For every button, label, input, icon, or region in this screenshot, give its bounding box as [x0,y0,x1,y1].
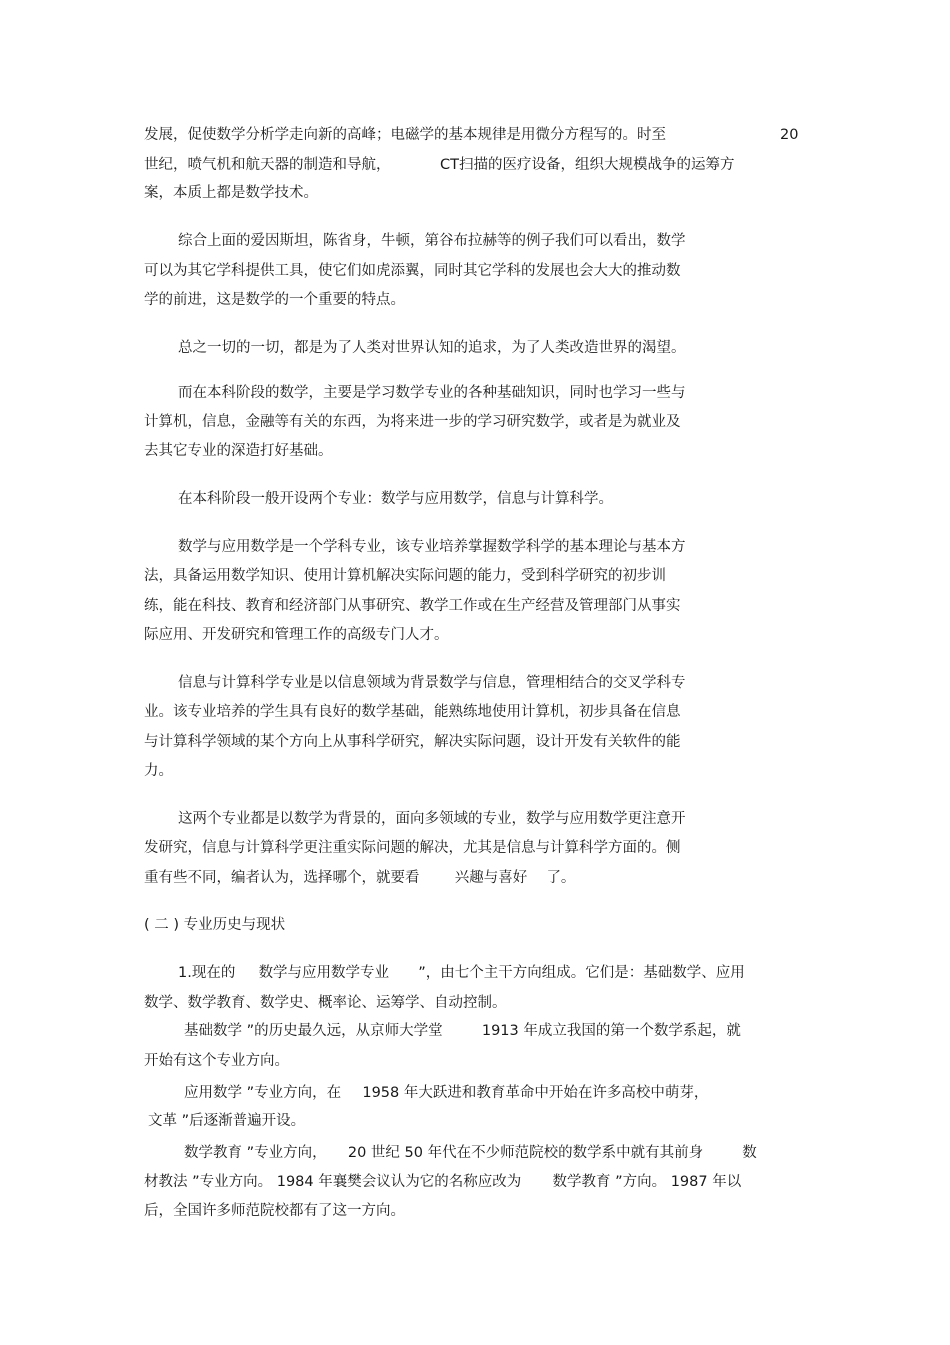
text-line [178,231,804,251]
text-segment: 总之一切的一切，都是为了人类对世界认知的追求，为了人类改造世界的渴望。 [178,340,686,356]
text-segment: 1913 年成立我国的第一个数学系起，就 [481,1023,741,1039]
text-line [144,732,804,752]
text-segment: 业。该专业培养的学生具有良好的数学基础，能熟练地使用计算机，初步具备在信息 [144,704,681,720]
text-segment: CT扫描的医疗设备，组织大规模战争的运筹方 [440,157,735,173]
text-segment: 力。 [144,763,173,779]
text-segment: 计算机，信息，金融等有关的东西，为将来进一步的学习研究数学，或者是为就业及 [144,414,681,430]
text-segment: ( 二 ) 专业历史与现状 [144,917,286,933]
text-line [178,963,804,983]
text-segment: 20 世纪 50 年代在不少师范院校的数学系中就有其前身 [347,1145,704,1161]
text-line [144,993,804,1013]
text-segment: 材教法 ”专业方向。 1984 年襄樊会议认为它的名称应改为 [144,1174,522,1190]
text-segment: 文革 ”后逐渐普遍开设。 [148,1113,306,1129]
text-line [184,1021,804,1041]
text-line [144,261,804,281]
text-segment: 1958 年大跃进和教育革命中开始在许多高校中萌芽， [362,1085,709,1101]
text-segment: 这两个专业都是以数学为背景的，面向多领域的专业，数学与应用数学更注意开 [178,811,686,827]
text-segment: 20 [780,127,799,143]
text-line [178,809,804,829]
text-line [144,290,804,310]
text-line [148,1111,808,1131]
text-line [144,441,804,461]
text-segment: ”，由七个主干方向组成。它们是：基础数学、应用 [418,965,745,981]
text-line [780,125,810,145]
text-segment: 数学教育 ”方向。 1987 年以 [552,1174,742,1190]
text-segment: 信息与计算科学专业是以信息领域为背景数学与信息，管理相结合的交叉学科专 [178,675,686,691]
text-segment: 与计算科学领域的某个方向上从事科学研究，解决实际问题，设计开发有关软件的能 [144,734,681,750]
text-segment: 学的前进，这是数学的一个重要的特点。 [144,292,405,308]
text-segment: 数学教育 ”专业方向， [184,1145,327,1161]
text-segment: 数学与应用数学专业 [258,965,390,981]
text-line [144,761,804,781]
text-segment: 际应用、开发研究和管理工作的高级专门人才。 [144,627,449,643]
text-line [178,489,804,509]
text-segment: 去其它专业的深造打好基础。 [144,443,333,459]
text-line [178,338,804,358]
text-segment: 1.现在的 [178,965,236,981]
text-segment: 兴趣与喜好 [454,870,528,886]
text-segment: 在本科阶段一般开设两个专业：数学与应用数学，信息与计算科学。 [178,491,613,507]
text-segment: 开始有这个专业方向。 [144,1053,289,1069]
text-segment: 世纪，喷气机和航天器的制造和导航， [144,157,391,173]
text-line [178,537,804,557]
text-segment: 练，能在科技、教育和经济部门从事研究、教学工作或在生产经营及管理部门从事实 [144,598,681,614]
section-heading [144,915,804,935]
text-line [144,183,804,203]
text-segment: 发研究，信息与计算科学更注重实际问题的解决，尤其是信息与计算科学方面的。侧 [144,840,681,856]
text-segment: 数学、数学教育、数学史、概率论、运筹学、自动控制。 [144,995,507,1011]
text-segment: 后，全国许多师范院校都有了这一方向。 [144,1203,405,1219]
text-line [184,1083,804,1103]
text-line [184,1143,804,1163]
text-line [178,383,804,403]
text-line [144,596,804,616]
text-line [144,1201,804,1221]
text-line [144,625,804,645]
text-segment: 基础数学 ”的历史最久远，从京师大学堂 [184,1023,443,1039]
text-segment: 可以为其它学科提供工具，使它们如虎添翼，同时其它学科的发展也会大大的推动数 [144,263,681,279]
text-segment: 案，本质上都是数学技术。 [144,185,318,201]
text-line [178,673,804,693]
text-line [144,702,804,722]
text-line [144,838,804,858]
text-line [144,1172,804,1192]
text-segment: 重有些不同，编者认为，选择哪个，就要看 [144,870,420,886]
text-segment: 而在本科阶段的数学，主要是学习数学专业的各种基础知识，同时也学习一些与 [178,385,686,401]
text-line [144,412,804,432]
text-segment: 综合上面的爱因斯坦，陈省身，牛顿，第谷布拉赫等的例子我们可以看出，数学 [178,233,686,249]
text-segment: 了。 [546,870,576,886]
text-segment: 数 [742,1145,757,1161]
text-segment: 发展，促使数学分析学走向新的高峰；电磁学的基本规律是用微分方程写的。时至 [144,127,666,143]
text-segment: 法，具备运用数学知识、使用计算机解决实际问题的能力，受到科学研究的初步训 [144,568,666,584]
text-line [440,155,804,175]
text-line [144,125,804,145]
text-line [144,868,804,888]
text-segment: 应用数学 ”专业方向，在 [184,1085,342,1101]
text-segment: 数学与应用数学是一个学科专业，该专业培养掌握数学科学的基本理论与基本方 [178,539,686,555]
text-line [144,566,804,586]
text-line [144,1051,804,1071]
